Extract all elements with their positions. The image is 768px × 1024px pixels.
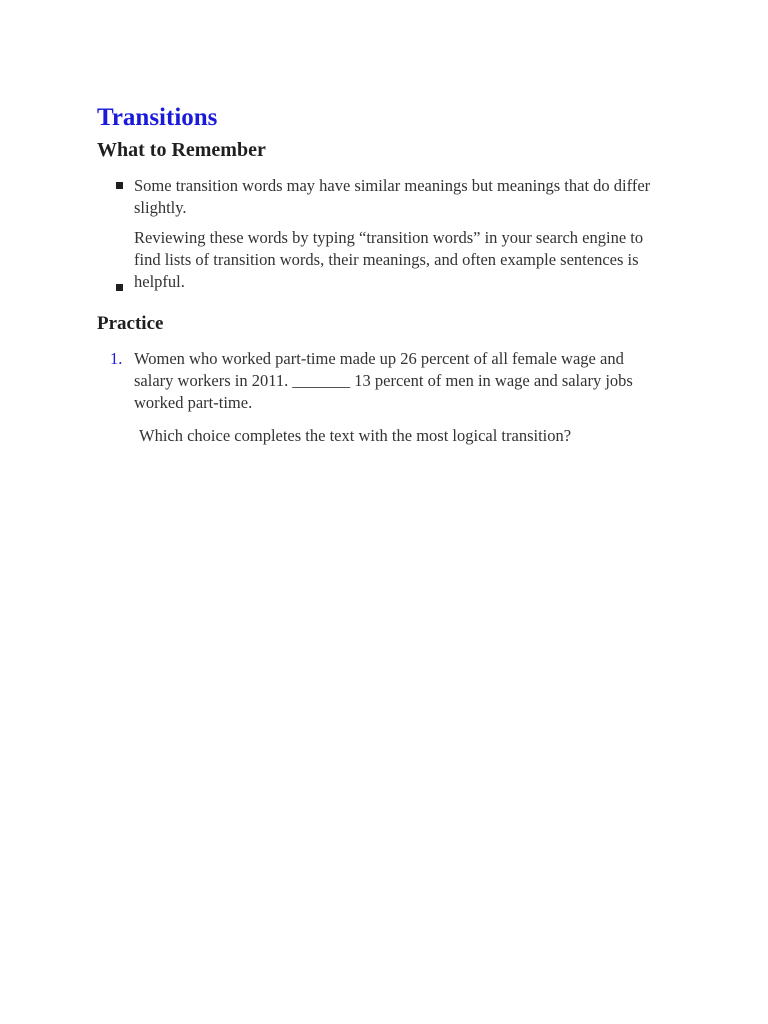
practice-heading: Practice xyxy=(97,313,164,334)
question-text: Women who worked part-time made up 26 percent of all female wage and salary workers in 2011. _______ 13 percent of men in wage and salary jobs worked part-time. xyxy=(134,349,633,412)
bullet-icon xyxy=(116,182,123,189)
remember-item-1: Some transition words may have similar meanings but meanings that do differ slightly. xyxy=(134,176,651,217)
remember-item-2: Reviewing these words by typing “transition words” in your search engine to find lists of transition words, their meanings, and often example sentences is helpful. xyxy=(134,228,644,291)
question-number: 1. xyxy=(110,349,123,368)
page-title: Transitions xyxy=(97,104,218,131)
what-to-remember-heading: What to Remember xyxy=(97,139,266,161)
bullet-icon xyxy=(116,284,123,291)
question-prompt: Which choice completes the text with the most logical transition? xyxy=(139,426,572,445)
